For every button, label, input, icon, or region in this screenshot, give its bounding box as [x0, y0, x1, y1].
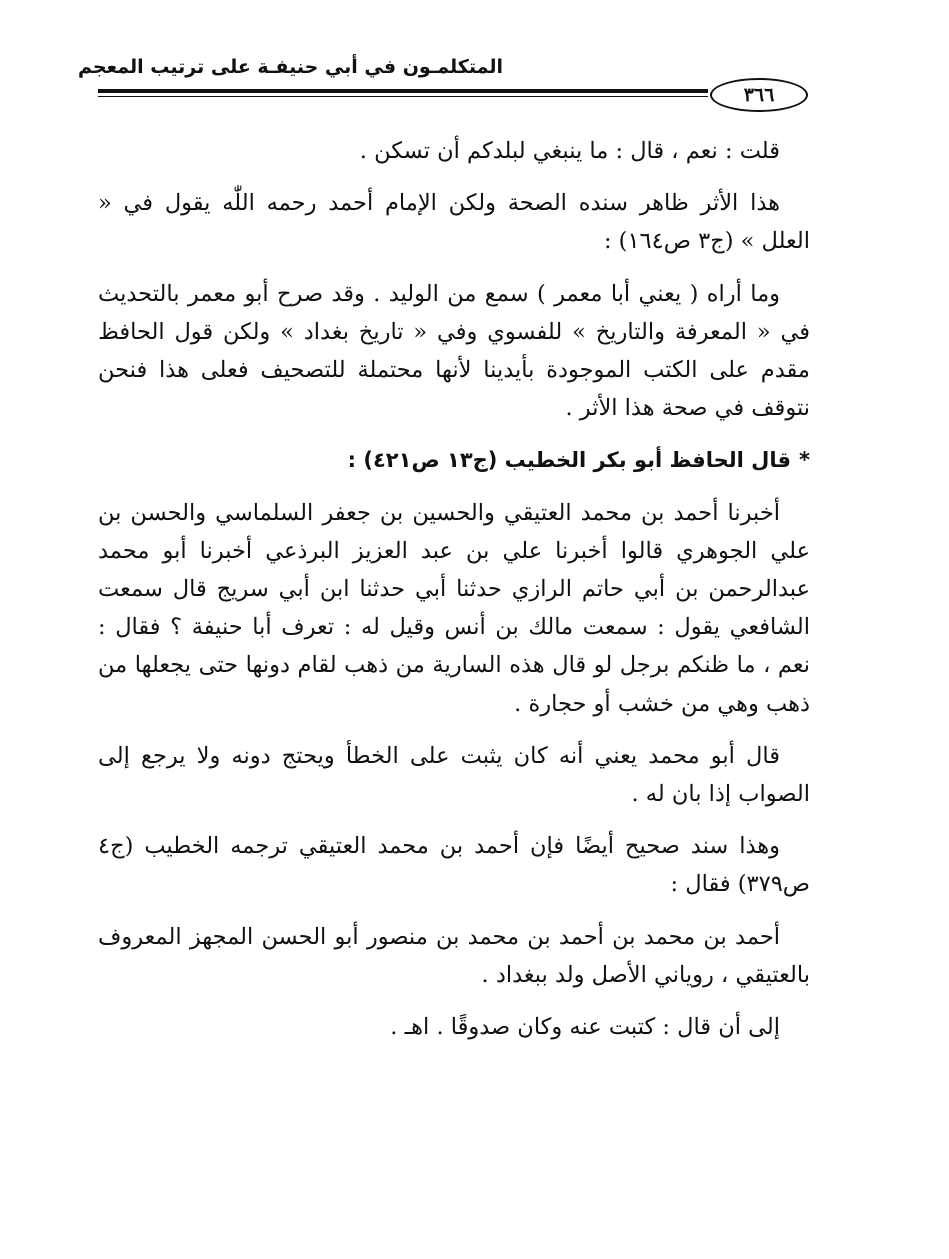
page-number: ٣٦٦ — [743, 84, 775, 106]
paragraph-2: هذا الأثر ظاهر سنده الصحة ولكن الإمام أحمد رحمه اللّٰه يقول في « العلل » (ج٣ ص١٦٤) : — [98, 190, 810, 255]
header-rule-thin — [98, 96, 708, 97]
paragraph-1: قلت : نعم ، قال : ما ينبغي لبلدكم أن تسكن . — [359, 138, 780, 164]
paragraph-6: وهذا سند صحيح أيضًا فإن أحمد بن محمد العتيقي ترجمه الخطيب (ج٤ ص٣٧٩) فقال : — [98, 833, 810, 898]
paragraph-8: إلى أن قال : كتبت عنه وكان صدوقًا . اهـ . — [390, 1014, 780, 1041]
paragraph-5: قال أبو محمد يعني أنه كان يثبت على الخطأ ويحتج دونه ولا يرجع إلى الصواب إذا بان له . — [98, 742, 810, 808]
running-title: المتكلمـون في أبي حنيفـة على ترتيب المعجم — [77, 56, 503, 78]
page-number-oval — [710, 78, 808, 112]
paragraph-7: أحمد بن محمد بن أحمد بن محمد بن منصور أبو الحسن المجهز المعروف بالعتيقي ، روياني الأصل ولد ببغداد . — [98, 923, 810, 988]
paragraph-4: أخبرنا أحمد بن محمد العتيقي والحسين بن جعفر السلماسي والحسن بن علي الجوهري قالوا أخبرنا علي بن عبد العزيز البرذعي أخبرنا أبو محمد عبدالرحمن بن أبي حاتم الرازي حدثنا أبي حدثنا ابن أبي سريج قال سمعت الشافعي يقول : سمعت مالك بن أنس وقيل له : تعرف أبا حنيفة ؟ فقال : نعم ، ما ظنكم برجل لو قال هذه السارية من ذهب لقام دونها حتى يجعلها من ذهب وهي من خشب أو حجارة . — [98, 499, 810, 717]
page-body — [98, 132, 810, 1060]
section-heading — [98, 441, 810, 479]
paragraph-3: وما أراه ( يعني أبا معمر ) سمع من الوليد . وقد صرح أبو معمر بالتحديث في « المعرفة والتاريخ » للفسوي وفي « تاريخ بغداد » ولكن قول الحافظ مقدم على الكتب الموجودة بأيدينا لأنها محتملة للتصحيف فعلى هذا فنحن نتوقف في صحة هذا الأثر . — [98, 280, 810, 422]
header-rule-thick — [98, 89, 708, 93]
heading-text: قال الحافظ أبو بكر الخطيب (ج١٣ ص٤٢١) : — [347, 448, 792, 473]
heading-star: * — [799, 448, 810, 473]
page-header — [77, 54, 808, 116]
